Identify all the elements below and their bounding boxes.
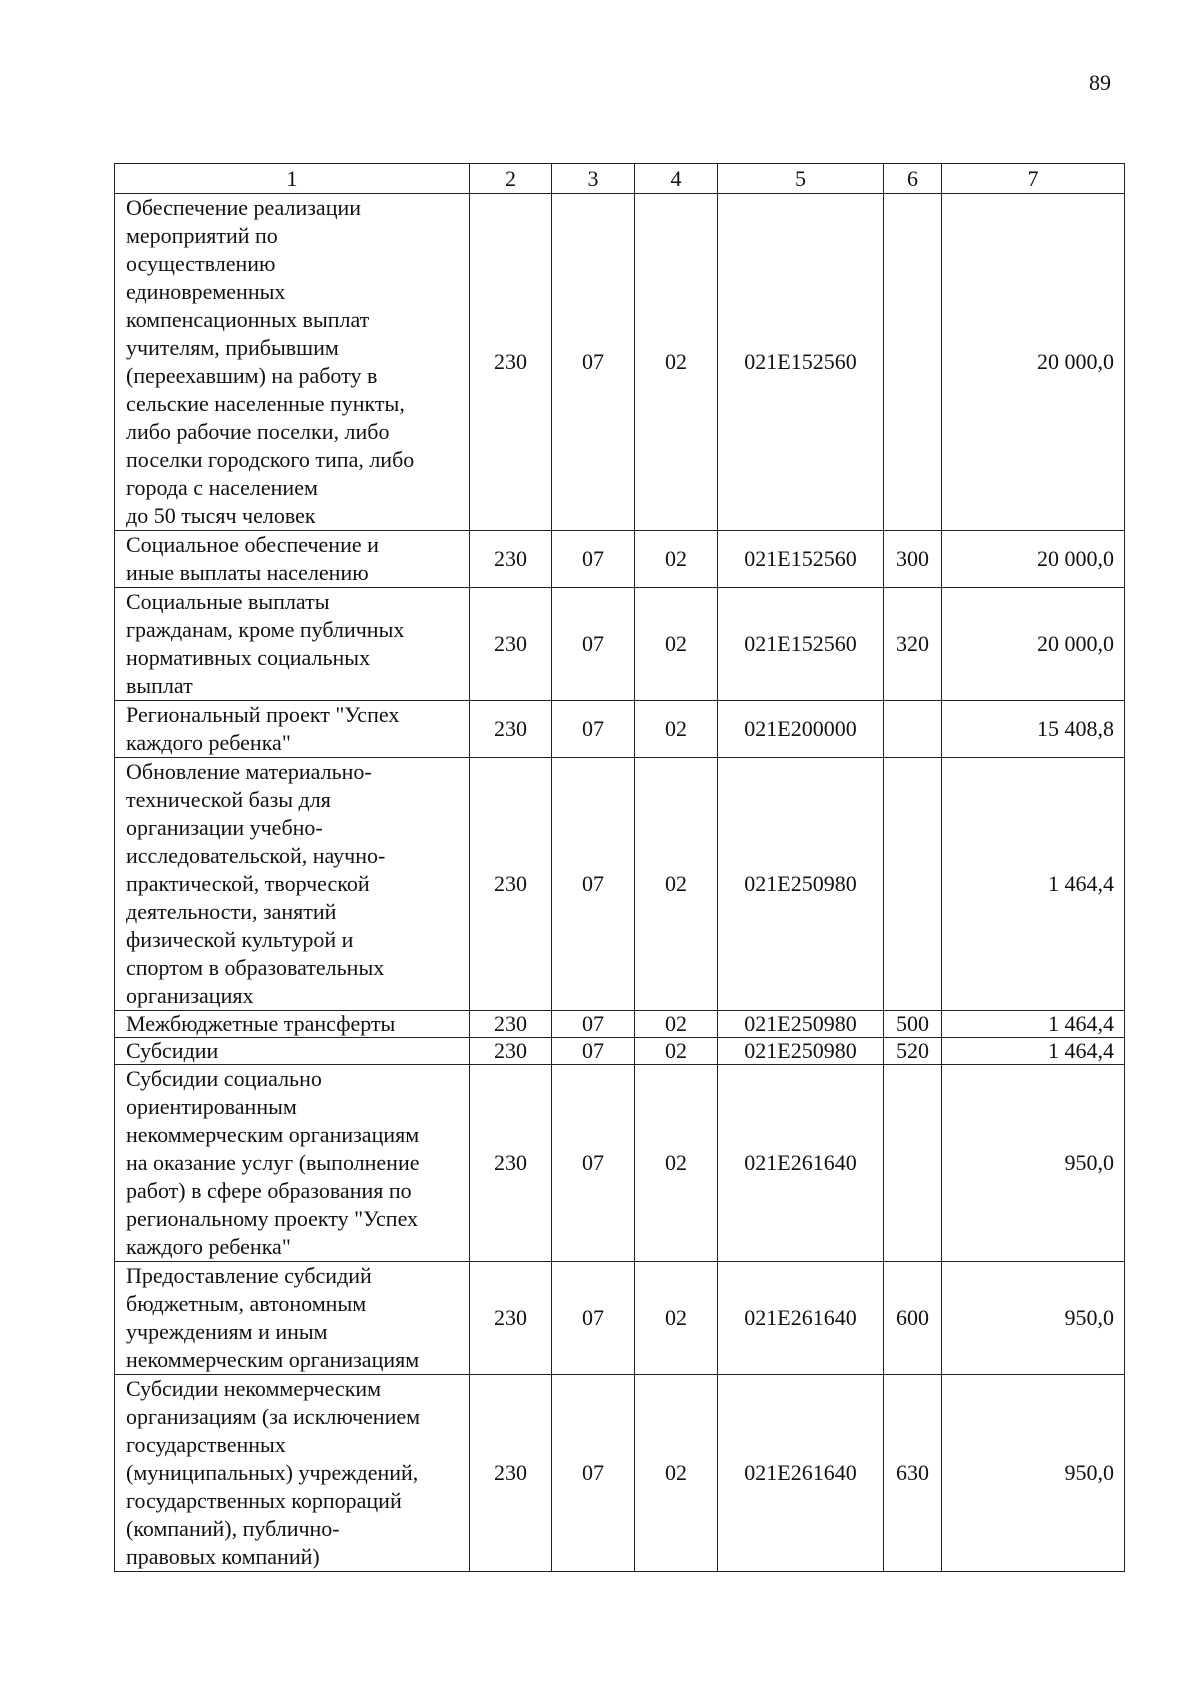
row-name-cell: Субсидии социально ориентированным некоммерческим организациям на оказание услуг (выполнение работ) в сфере образования по региональному проекту "Успех каждого ребенка" bbox=[115, 1065, 470, 1262]
expense-type-cell bbox=[884, 1065, 942, 1262]
subsection-code-cell: 02 bbox=[635, 1262, 718, 1375]
amount-cell: 20 000,0 bbox=[942, 588, 1125, 701]
table-row bbox=[115, 701, 1125, 758]
ministry-code-cell: 230 bbox=[470, 1262, 552, 1375]
row-name-cell: Субсидии bbox=[115, 1038, 470, 1065]
target-article-cell: 021E152560 bbox=[718, 531, 884, 588]
row-name-cell: Социальные выплаты гражданам, кроме публичных нормативных социальных выплат bbox=[115, 588, 470, 701]
amount-cell: 20 000,0 bbox=[942, 194, 1125, 531]
target-article-cell: 021E152560 bbox=[718, 194, 884, 531]
subsection-code-cell: 02 bbox=[635, 701, 718, 758]
ministry-code-cell: 230 bbox=[470, 701, 552, 758]
target-article-cell: 021E261640 bbox=[718, 1262, 884, 1375]
table-row bbox=[115, 758, 1125, 1011]
header-row bbox=[115, 164, 1125, 194]
target-article-cell: 021E250980 bbox=[718, 758, 884, 1011]
table-row bbox=[115, 588, 1125, 701]
subsection-code-cell: 02 bbox=[635, 1038, 718, 1065]
target-article-cell: 021E152560 bbox=[718, 588, 884, 701]
amount-cell: 1 464,4 bbox=[942, 758, 1125, 1011]
table-row bbox=[115, 1038, 1125, 1065]
page-number: 89 bbox=[1089, 70, 1111, 95]
target-article-cell: 021E261640 bbox=[718, 1375, 884, 1572]
subsection-code-cell: 02 bbox=[635, 531, 718, 588]
row-name-cell: Социальное обеспечение и иные выплаты населению bbox=[115, 531, 470, 588]
table-row bbox=[115, 194, 1125, 531]
expense-type-cell bbox=[884, 194, 942, 531]
subsection-code-cell: 02 bbox=[635, 758, 718, 1011]
ministry-code-cell: 230 bbox=[470, 1011, 552, 1038]
section-code-cell: 07 bbox=[552, 701, 635, 758]
expense-type-cell bbox=[884, 758, 942, 1011]
column-header: 4 bbox=[635, 164, 718, 194]
amount-cell: 20 000,0 bbox=[942, 531, 1125, 588]
amount-cell: 950,0 bbox=[942, 1375, 1125, 1572]
subsection-code-cell: 02 bbox=[635, 588, 718, 701]
expense-type-cell: 520 bbox=[884, 1038, 942, 1065]
target-article-cell: 021E261640 bbox=[718, 1065, 884, 1262]
ministry-code-cell: 230 bbox=[470, 194, 552, 531]
amount-cell: 1 464,4 bbox=[942, 1038, 1125, 1065]
row-name-cell: Межбюджетные трансферты bbox=[115, 1011, 470, 1038]
expense-type-cell: 600 bbox=[884, 1262, 942, 1375]
row-name-cell: Субсидии некоммерческим организациям (за исключением государственных (муниципальных) учреждений, государственных корпораций (компаний), публично- правовых компаний) bbox=[115, 1375, 470, 1572]
table-row bbox=[115, 1065, 1125, 1262]
column-header: 2 bbox=[470, 164, 552, 194]
target-article-cell: 021E250980 bbox=[718, 1038, 884, 1065]
section-code-cell: 07 bbox=[552, 1038, 635, 1065]
section-code-cell: 07 bbox=[552, 194, 635, 531]
expense-type-cell: 500 bbox=[884, 1011, 942, 1038]
section-code-cell: 07 bbox=[552, 531, 635, 588]
section-code-cell: 07 bbox=[552, 1262, 635, 1375]
target-article-cell: 021E200000 bbox=[718, 701, 884, 758]
ministry-code-cell: 230 bbox=[470, 531, 552, 588]
column-header: 7 bbox=[942, 164, 1125, 194]
subsection-code-cell: 02 bbox=[635, 1065, 718, 1262]
row-name-cell: Предоставление субсидий бюджетным, автономным учреждениям и иным некоммерческим организациям bbox=[115, 1262, 470, 1375]
budget-table bbox=[114, 163, 1125, 1572]
row-name-cell: Обновление материально- технической базы для организации учебно- исследовательской, научно- практической, творческой деятельности, занятий физической культурой и спортом в образовательных организациях bbox=[115, 758, 470, 1011]
column-header: 5 bbox=[718, 164, 884, 194]
subsection-code-cell: 02 bbox=[635, 194, 718, 531]
column-header: 1 bbox=[115, 164, 470, 194]
target-article-cell: 021E250980 bbox=[718, 1011, 884, 1038]
ministry-code-cell: 230 bbox=[470, 758, 552, 1011]
column-header: 3 bbox=[552, 164, 635, 194]
section-code-cell: 07 bbox=[552, 758, 635, 1011]
expense-type-cell bbox=[884, 701, 942, 758]
row-name-cell: Региональный проект "Успех каждого ребенка" bbox=[115, 701, 470, 758]
row-name-cell: Обеспечение реализации мероприятий по осуществлению единовременных компенсационных выплат учителям, прибывшим (переехавшим) на работу в сельские населенные пункты, либо рабочие поселки, либо поселки городского типа, либо города с населением до 50 тысяч человек bbox=[115, 194, 470, 531]
expense-type-cell: 630 bbox=[884, 1375, 942, 1572]
section-code-cell: 07 bbox=[552, 1011, 635, 1038]
expense-type-cell: 320 bbox=[884, 588, 942, 701]
ministry-code-cell: 230 bbox=[470, 1065, 552, 1262]
section-code-cell: 07 bbox=[552, 1065, 635, 1262]
ministry-code-cell: 230 bbox=[470, 1038, 552, 1065]
table-row bbox=[115, 1011, 1125, 1038]
amount-cell: 1 464,4 bbox=[942, 1011, 1125, 1038]
column-header: 6 bbox=[884, 164, 942, 194]
ministry-code-cell: 230 bbox=[470, 1375, 552, 1572]
subsection-code-cell: 02 bbox=[635, 1011, 718, 1038]
section-code-cell: 07 bbox=[552, 1375, 635, 1572]
amount-cell: 950,0 bbox=[942, 1262, 1125, 1375]
amount-cell: 950,0 bbox=[942, 1065, 1125, 1262]
amount-cell: 15 408,8 bbox=[942, 701, 1125, 758]
ministry-code-cell: 230 bbox=[470, 588, 552, 701]
table-row bbox=[115, 1375, 1125, 1572]
expense-type-cell: 300 bbox=[884, 531, 942, 588]
table-row bbox=[115, 531, 1125, 588]
subsection-code-cell: 02 bbox=[635, 1375, 718, 1572]
section-code-cell: 07 bbox=[552, 588, 635, 701]
table-row bbox=[115, 1262, 1125, 1375]
